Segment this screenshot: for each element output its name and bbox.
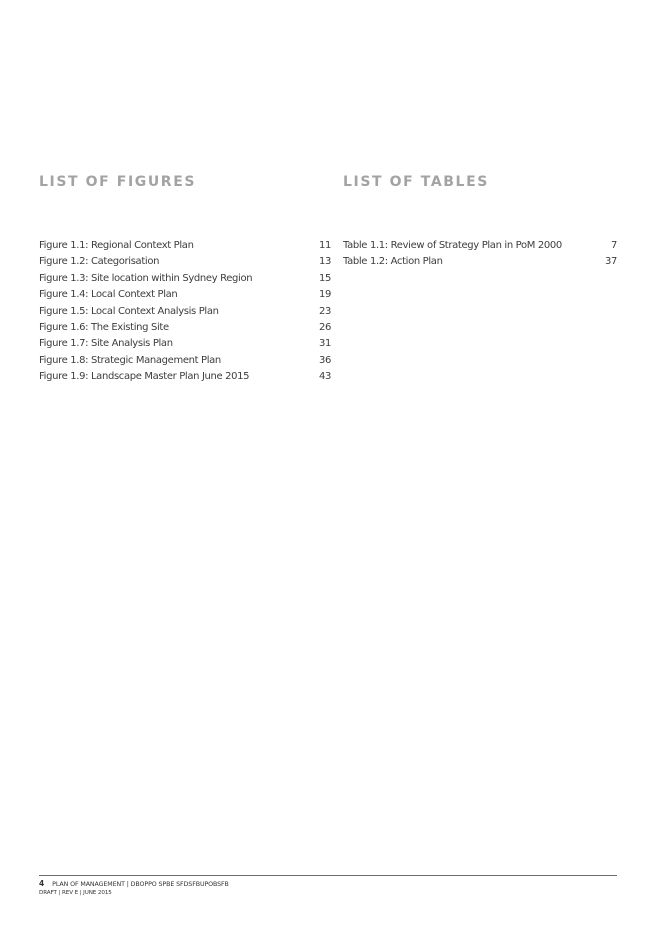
figure-entry-label: Figure 1.7: Site Analysis Plan	[39, 338, 173, 350]
footer-document-title: PLAN OF MANAGEMENT | DBOPPO SPBE SFDSFBUPOBSFB	[52, 881, 229, 888]
figure-entry[interactable]	[39, 320, 331, 336]
figure-entry-page: 11	[318, 240, 331, 251]
figure-entry-page: 15	[318, 272, 331, 284]
table-entry-page: 7	[610, 240, 617, 251]
table-entry-label: Table 1.1: Review of Strategy Plan in PoM 2000	[343, 240, 562, 251]
footer-page-number: 4	[39, 879, 45, 888]
figure-entry[interactable]	[39, 369, 331, 385]
table-entry-page: 37	[604, 256, 617, 268]
figure-entry-label: Figure 1.3: Site location within Sydney Region	[39, 272, 253, 284]
figure-entry[interactable]	[39, 271, 331, 287]
figure-entry-label: Figure 1.8: Strategic Management Plan	[39, 354, 221, 366]
table-entry-label: Table 1.2: Action Plan	[343, 256, 443, 268]
footer-title-line	[39, 879, 229, 888]
figure-entry[interactable]	[39, 304, 331, 320]
figure-entry-label: Figure 1.1: Regional Context Plan	[39, 240, 194, 251]
figure-entry-page: 13	[318, 256, 331, 268]
figure-entry-page: 36	[318, 354, 331, 366]
tables-list	[343, 238, 617, 271]
figure-entry-label: Figure 1.2: Categorisation	[39, 256, 160, 268]
figure-entry-page: 43	[318, 371, 331, 383]
footer-status: DRAFT | REV E | JUNE 2015	[39, 890, 112, 896]
figure-entry-label: Figure 1.9: Landscape Master Plan June 2015	[39, 371, 250, 383]
figure-entry[interactable]	[39, 254, 331, 270]
figure-entry-page: 23	[318, 305, 331, 317]
figure-entry[interactable]	[39, 238, 331, 254]
table-entry[interactable]	[343, 254, 617, 270]
figure-entry[interactable]	[39, 287, 331, 303]
figures-list	[39, 238, 331, 386]
list-of-tables-heading: LIST OF TABLES	[343, 174, 489, 190]
figure-entry-label: Figure 1.5: Local Context Analysis Plan	[39, 305, 219, 317]
footer-divider	[39, 875, 617, 876]
figure-entry[interactable]	[39, 353, 331, 369]
list-of-figures-heading: LIST OF FIGURES	[39, 174, 197, 190]
figure-entry[interactable]	[39, 336, 331, 352]
figure-entry-page: 19	[318, 289, 331, 301]
table-entry[interactable]	[343, 238, 617, 254]
figure-entry-label: Figure 1.4: Local Context Plan	[39, 289, 178, 301]
figure-entry-page: 31	[318, 338, 331, 350]
figure-entry-page: 26	[318, 321, 331, 333]
figure-entry-label: Figure 1.6: The Existing Site	[39, 321, 169, 333]
